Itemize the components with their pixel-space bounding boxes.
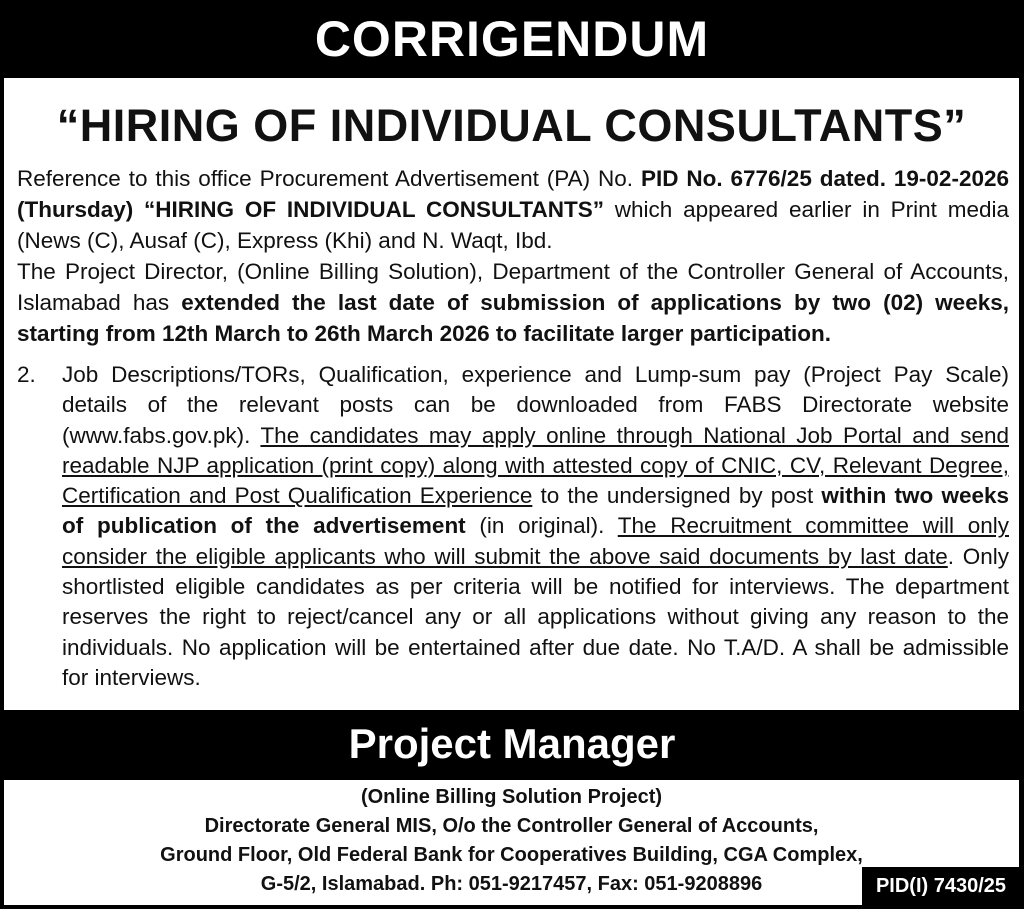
- reference-text: Reference to this office Procurement Advertisement (PA) No.: [17, 166, 641, 191]
- extension-bold: extended the last date of submission of applications by two (02) weeks, starting from 12th March to 26th March 2026 to facilitate larger participation.: [17, 290, 1009, 346]
- reference-media-text: which appeared earlier in Print media (News (C), Ausaf (C), Express (Khi) and N. Waqt, Ibd.: [17, 197, 1009, 253]
- point-2-text: [62, 360, 1009, 693]
- address-line-3: Ground Floor, Old Federal Bank for Cooperatives Building, CGA Complex,: [160, 844, 863, 866]
- committee-underlined: The Recruitment committee will only consider the eligible applicants who will submit the above said documents by last date: [62, 513, 1009, 569]
- address-line-2: Directorate General MIS, O/o the Controller General of Accounts,: [204, 815, 819, 837]
- corrigendum-banner: CORRIGENDUM: [0, 0, 1024, 78]
- advertisement-body: [4, 78, 1019, 710]
- reference-paragraph: [17, 163, 1009, 349]
- job-description-text: Job Descriptions/TORs, Qualification, experience and Lump-sum pay (Project Pay Scale) details of the relevant posts can be downloaded from FABS Directorate website (www.fabs.gov.pk).: [62, 362, 1009, 448]
- point-2: [17, 360, 1009, 693]
- address-line-4: G-5/2, Islamabad. Ph: 051-9217457, Fax: 051-9208896: [260, 873, 763, 895]
- apply-online-underlined: The candidates may apply online through National Job Portal and send readable NJP application (print copy) along with attested copy of CNIC, CV, Relevant Degree, Certification and Post Qualification Experience: [62, 422, 1009, 509]
- point-number: 2.: [17, 362, 36, 387]
- by-post-text: to the undersigned by post: [532, 483, 822, 509]
- pid-tag: PID(I) 7430/25: [862, 867, 1020, 905]
- advertisement-subtitle: “HIRING OF INDIVIDUAL CONSULTANTS”: [56, 100, 967, 151]
- in-original-text: (in original).: [465, 513, 618, 539]
- address-line-1: (Online Billing Solution Project): [360, 786, 663, 808]
- extension-text: The Project Director, (Online Billing Solution), Department of the Controller General of Accounts, Islamabad has: [17, 259, 1009, 315]
- reference-pid-bold: PID No. 6776/25 dated. 19-02-2026 (Thursday) “HIRING OF INDIVIDUAL CONSULTANTS”: [17, 166, 1009, 222]
- terms-text: . Only shortlisted eligible candidates as per criteria will be notified for interviews. The department reserves the right to reject/cancel any or all applications without giving any reason to the individuals. No application will be entertained after due date. No T.A/D. A shall be admissible for interviews.: [62, 543, 1009, 690]
- project-manager-banner: Project Manager: [348, 720, 676, 767]
- deadline-bold: within two weeks of publication of the advertisement: [62, 483, 1009, 539]
